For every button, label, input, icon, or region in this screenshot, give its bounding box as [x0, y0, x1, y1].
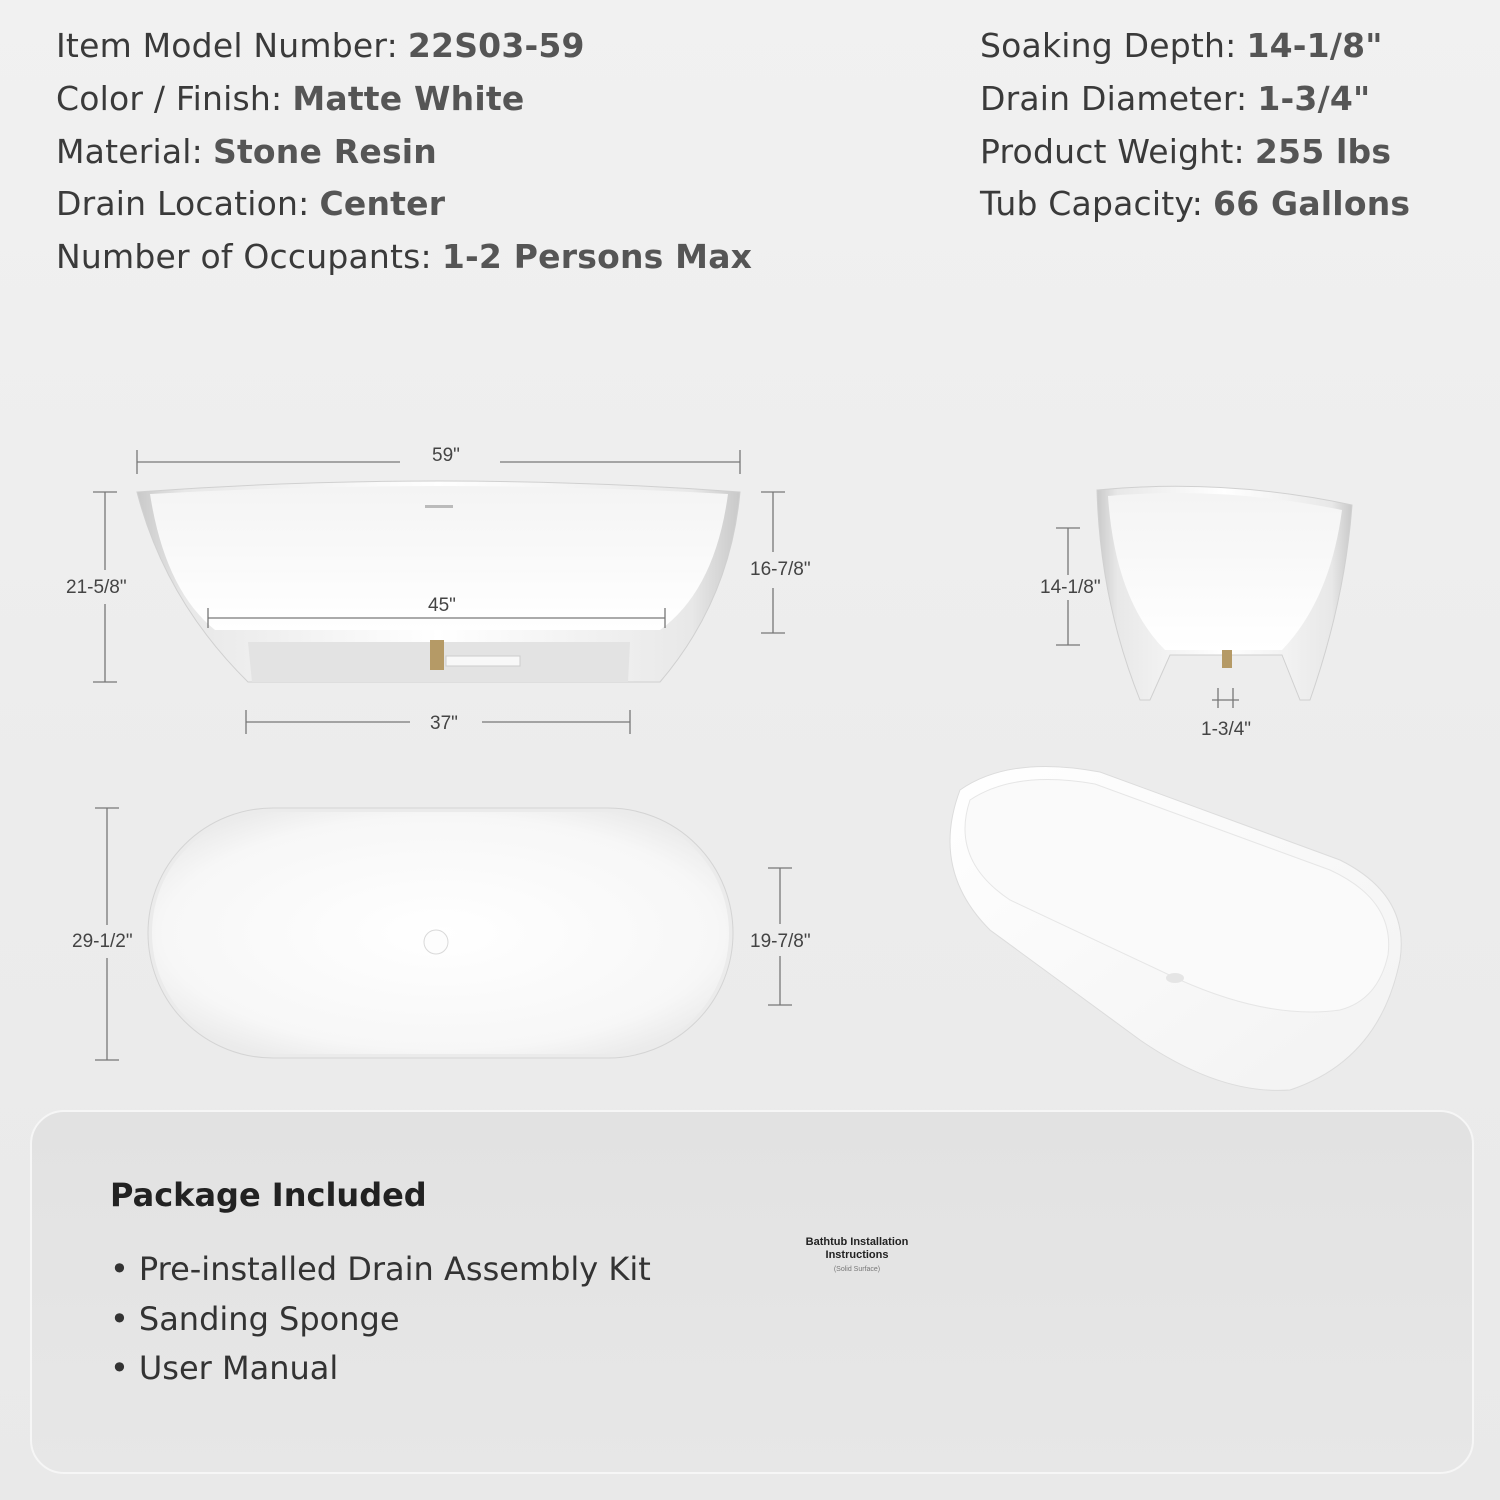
spec-occupants-label: Number of Occupants:	[56, 237, 432, 276]
spec-occupants-value: 1-2 Persons Max	[441, 237, 753, 276]
package-item	[110, 1300, 400, 1338]
spec-color-value: Matte White	[292, 79, 525, 118]
spec-drain-location-value: Center	[319, 184, 446, 223]
front-view-tub	[137, 481, 740, 682]
bullet-icon: •	[110, 1300, 129, 1338]
spec-weight-value: 255 lbs	[1254, 132, 1392, 171]
package-item-label: Sanding Sponge	[138, 1300, 400, 1338]
side-view-tub	[1097, 486, 1352, 700]
spec-drain-diameter-value: 1-3/4"	[1257, 79, 1371, 118]
manual-title: Bathtub Installation Instructions	[805, 1236, 909, 1261]
dim-front-base-length: 37"	[430, 713, 458, 734]
package-panel	[30, 1110, 1474, 1474]
package-item-label: Pre-installed Drain Assembly Kit	[138, 1250, 651, 1288]
spec-drain-diameter-label: Drain Diameter:	[980, 79, 1248, 118]
spec-soaking-depth-value: 14-1/8"	[1246, 26, 1383, 65]
package-item	[110, 1349, 338, 1387]
package-title: Package Included	[110, 1176, 427, 1214]
dim-front-length: 59"	[432, 445, 460, 466]
perspective-tub	[950, 766, 1401, 1090]
dim-top-inner-width: 19-7/8"	[750, 931, 811, 952]
dim-top-width: 29-1/2"	[72, 931, 133, 952]
dim-side-depth: 14-1/8"	[1040, 577, 1101, 598]
manual-subtitle: (Solid Surface)	[833, 1266, 881, 1273]
top-view-tub	[148, 808, 733, 1058]
dim-front-height: 21-5/8"	[66, 577, 127, 598]
spec-model-value: 22S03-59	[407, 26, 585, 65]
spec-weight-label: Product Weight:	[980, 132, 1245, 171]
spec-drain-location-label: Drain Location:	[56, 184, 310, 223]
spec-capacity-value: 66 Gallons	[1213, 184, 1411, 223]
dim-side-drain: 1-3/4"	[1201, 719, 1252, 740]
package-item	[110, 1250, 651, 1288]
dim-front-inner-length: 45"	[428, 595, 456, 616]
spec-color-label: Color / Finish:	[56, 79, 283, 118]
spec-model-label: Item Model Number:	[56, 26, 398, 65]
spec-capacity-label: Tub Capacity:	[980, 184, 1204, 223]
spec-soaking-depth-label: Soaking Depth:	[980, 26, 1237, 65]
spec-material-value: Stone Resin	[212, 132, 437, 171]
spec-material-label: Material:	[56, 132, 203, 171]
bullet-icon: •	[110, 1349, 129, 1387]
package-item-label: User Manual	[138, 1349, 339, 1387]
dim-front-inner-depth: 16-7/8"	[750, 559, 811, 580]
bullet-icon: •	[110, 1250, 129, 1288]
